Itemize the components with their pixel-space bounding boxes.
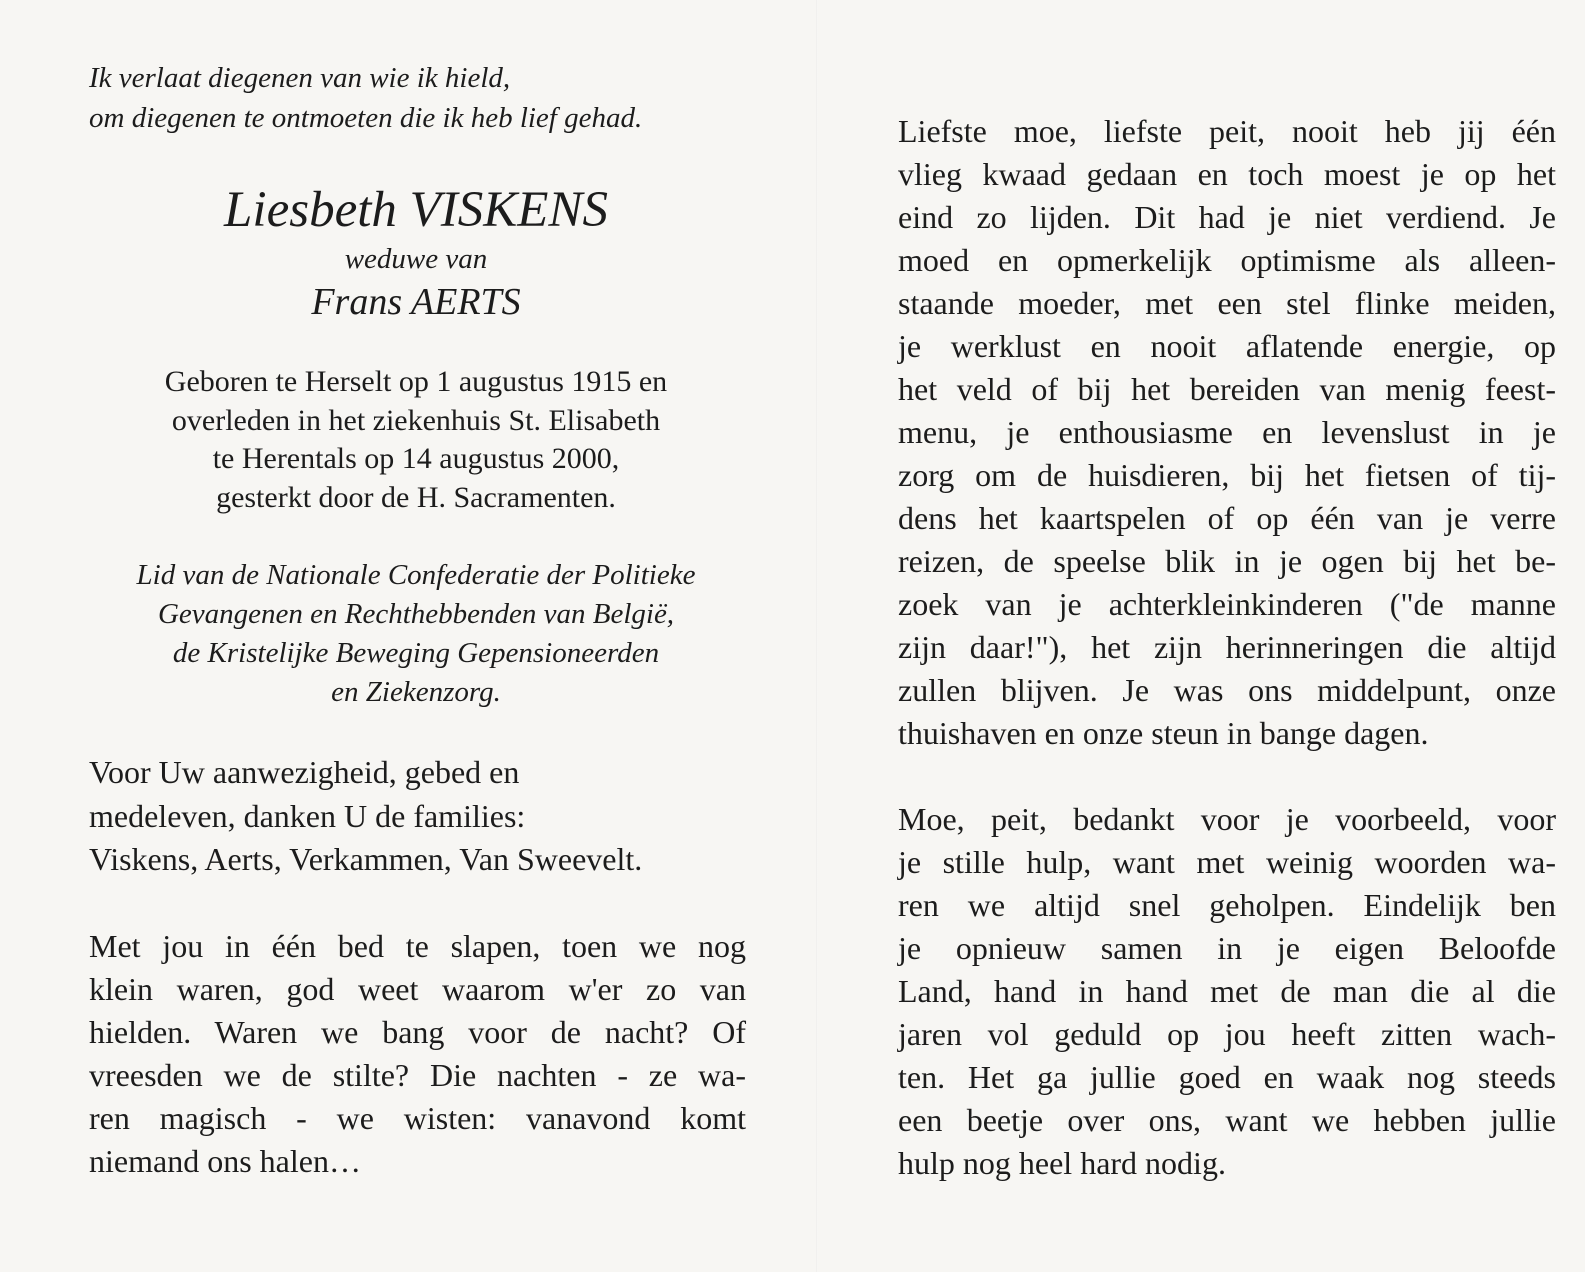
memberships [0, 556, 832, 712]
tribute-line: je opnieuw samen in je eigen Beloofde [898, 930, 1556, 966]
poem-line: klein waren, god weet waarom w'er zo van [89, 971, 746, 1007]
birth-death-line: gesterkt door de H. Sacramenten. [216, 480, 616, 514]
tribute-line: eind zo lijden. Dit had je niet verdiend. Je [898, 199, 1556, 235]
tribute-paragraph-2 [898, 798, 1556, 1185]
membership-line: de Kristelijke Beweging Gepensioneerden [172, 637, 660, 669]
motto-line: Ik verlaat diegenen van wie ik hield, [89, 62, 511, 94]
tribute-line: ten. Het ga jullie goed en waak nog steeds [898, 1059, 1556, 1095]
membership-line: Lid van de Nationale Confederatie der Politieke [136, 559, 696, 591]
birth-death-line: Geboren te Herselt op 1 augustus 1915 en [164, 365, 668, 398]
tribute-line: zijn daar!"), het zijn herinneringen die altijd [898, 629, 1556, 665]
family-thanks [89, 751, 789, 882]
poem-line: ren magisch - we wisten: vanavond komt [89, 1100, 746, 1136]
tribute-line: staande moeder, met een stel flinke meiden, [898, 285, 1556, 321]
tribute-line: reizen, de speelse blik in je ogen bij het be- [898, 543, 1556, 579]
spouse-name: Frans AERTS [311, 281, 521, 323]
tribute-line: vlieg kwaad gedaan en toch moest je op het [898, 156, 1556, 192]
tribute-line: een beetje over ons, want we hebben jullie [898, 1102, 1556, 1138]
tribute-line: ren we altijd snel geholpen. Eindelijk ben [898, 887, 1556, 923]
poem-line: vreesden we de stilte? Die nachten - ze wa- [89, 1057, 746, 1093]
childhood-poem [89, 925, 746, 1183]
poem-line: Met jou in één bed te slapen, toen we nog [89, 928, 746, 964]
tribute-line: het veld of bij het bereiden van menig feest- [898, 371, 1556, 407]
deceased-name: Liesbeth VISKENS [224, 182, 608, 238]
poem-line: hielden. Waren we bang voor de nacht? Of [89, 1014, 746, 1050]
tribute-line: zoek van je achterkleinkinderen ("de manne [898, 586, 1556, 622]
tribute-line: je werklust en nooit aflatende energie, op [898, 328, 1556, 364]
birth-death-line: overleden in het ziekenhuis St. Elisabeth [171, 403, 661, 437]
birth-death-line: te Herentals op 14 augustus 2000, [212, 442, 620, 475]
tribute-line: Moe, peit, bedankt voor je voorbeeld, voor [898, 801, 1556, 837]
tribute-line: jaren vol geduld op jou heeft zitten wach- [898, 1016, 1556, 1052]
birth-death-details [0, 363, 832, 517]
membership-line: Gevangenen en Rechthebbenden van België, [157, 598, 675, 630]
widow-of-label: weduwe van [344, 243, 488, 275]
tribute-line: hulp nog heel hard nodig. [898, 1145, 1226, 1181]
tribute-line: je stille hulp, want met weinig woorden wa- [898, 844, 1556, 880]
membership-line: en Ziekenzorg. [331, 676, 501, 708]
tribute-line: thuishaven en onze steun in bange dagen. [898, 715, 1429, 751]
tribute-line: menu, je enthousiasme en levenslust in je [898, 414, 1556, 450]
tribute-line: dens het kaartspelen of op één van je verre [898, 500, 1556, 536]
tribute-line: moed en opmerkelijk optimisme als alleen- [898, 242, 1556, 278]
poem-line: niemand ons halen… [89, 1143, 361, 1179]
tribute-paragraph-1 [898, 110, 1556, 755]
motto-line: om diegenen te ontmoeten die ik heb lief gehad. [89, 102, 643, 134]
tribute-line: Liefste moe, liefste peit, nooit heb jij één [898, 113, 1556, 149]
thanks-line: medeleven, danken U de families: [89, 797, 526, 834]
tribute-line: zorg om de huisdieren, bij het fietsen of tij- [898, 457, 1556, 493]
tribute-line: Land, hand in hand met de man die al die [898, 973, 1556, 1009]
thanks-line: Viskens, Aerts, Verkammen, Van Sweevelt. [89, 841, 643, 877]
tribute-line: zullen blijven. Je was ons middelpunt, onze [898, 672, 1556, 708]
motto [89, 58, 789, 138]
thanks-line: Voor Uw aanwezigheid, gebed en [89, 754, 520, 790]
